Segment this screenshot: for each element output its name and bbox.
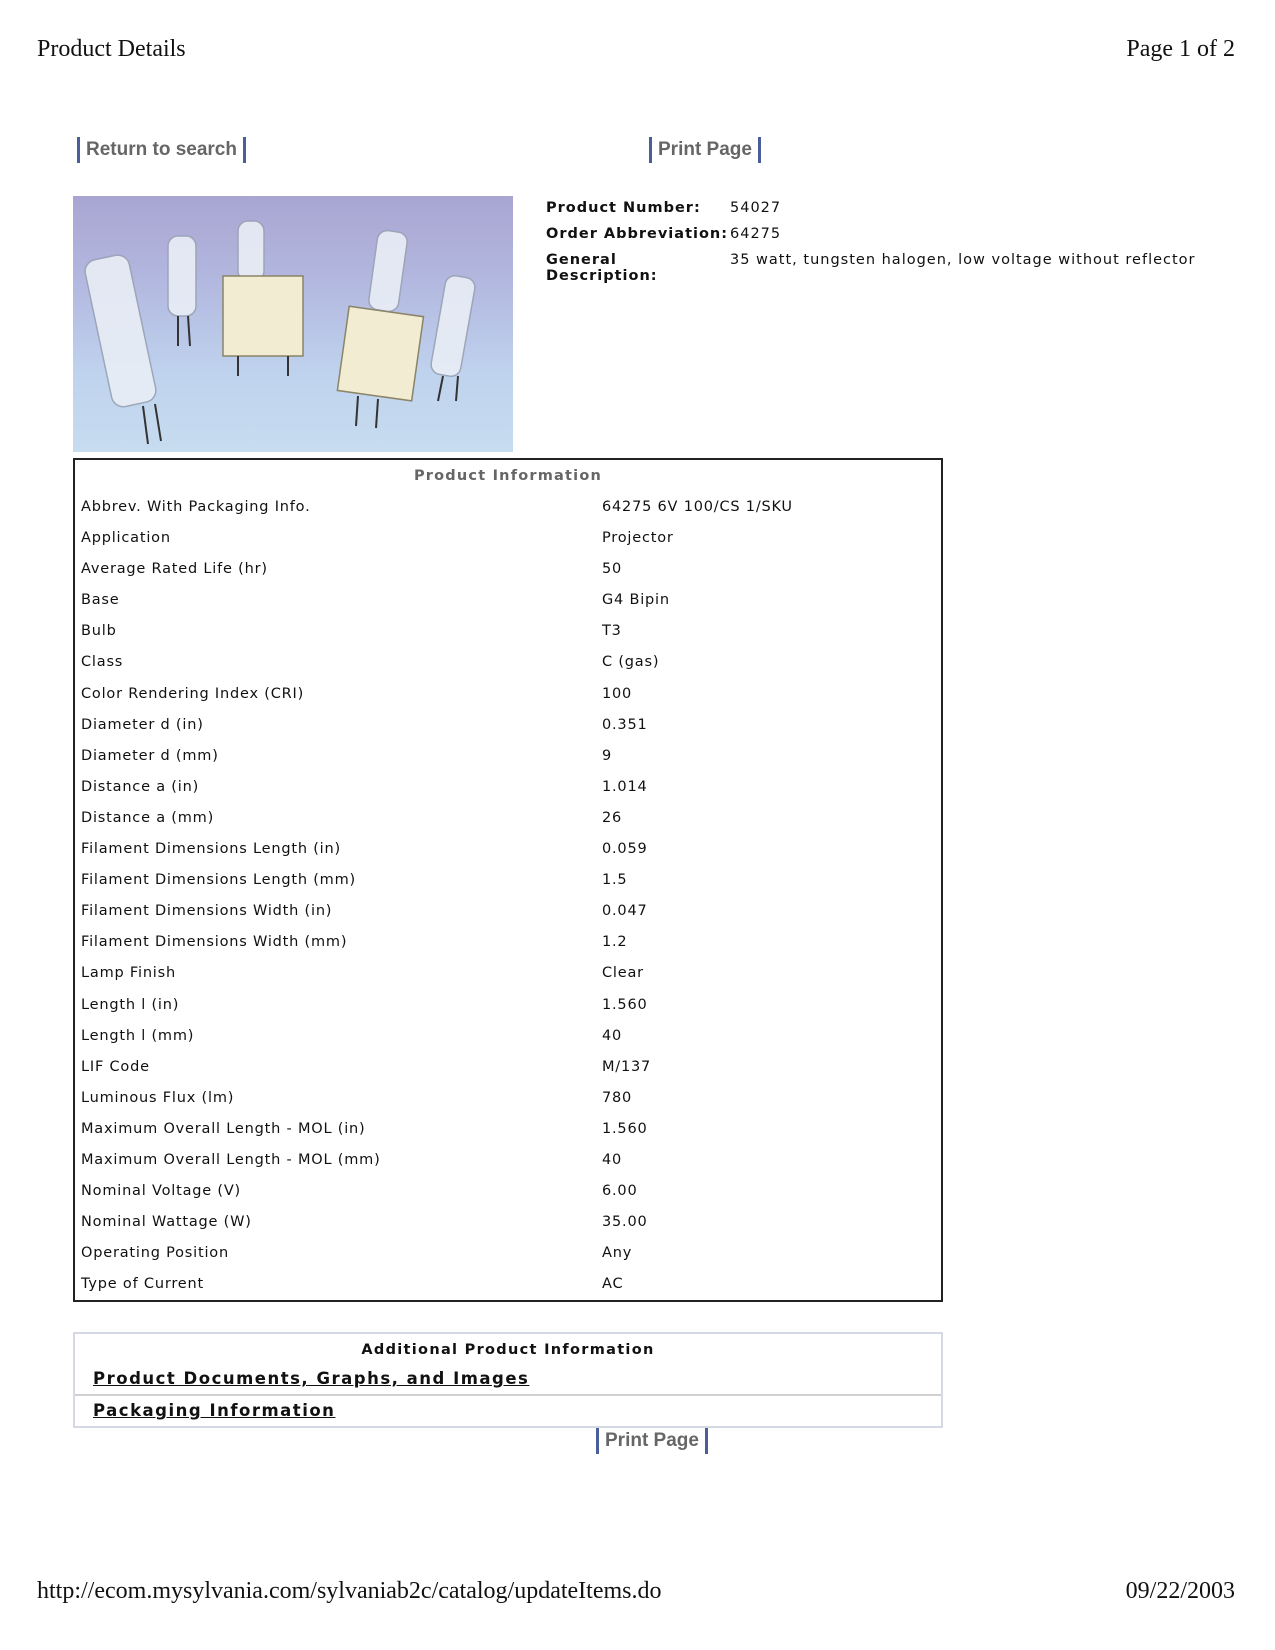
product-photo: [73, 196, 513, 452]
row-value: 35.00: [602, 1214, 648, 1231]
row-label: Distance a (mm): [81, 809, 215, 826]
row-value: 1.560: [602, 996, 648, 1013]
table-row: [75, 958, 941, 989]
row-label: Diameter d (in): [81, 716, 204, 733]
lamp-base: [337, 306, 423, 401]
row-value: C (gas): [602, 654, 660, 671]
row-value: 40: [602, 1027, 623, 1044]
field-label: Order Abbreviation:: [546, 226, 729, 242]
row-value: 780: [602, 1089, 633, 1106]
table-row: [75, 1114, 941, 1145]
table-row: [75, 616, 941, 647]
table-row: [75, 741, 941, 772]
order-abbreviation-row: [546, 226, 1196, 252]
lamp-shape: [368, 229, 409, 312]
table-row: [75, 1269, 941, 1300]
row-value: 1.560: [602, 1120, 648, 1137]
row-value: 6.00: [602, 1183, 638, 1200]
lamp-shape: [168, 236, 196, 316]
table-row: [75, 585, 941, 616]
table-row: [75, 896, 941, 927]
product-information-title: Product Information: [413, 468, 603, 484]
table-row: [75, 803, 941, 834]
row-value: 50: [602, 561, 623, 578]
row-label: Luminous Flux (lm): [81, 1089, 235, 1106]
row-label: Maximum Overall Length - MOL (mm): [81, 1151, 381, 1168]
row-value: 100: [602, 685, 633, 702]
product-summary: [546, 200, 1196, 284]
row-value: G4 Bipin: [602, 592, 670, 609]
row-label: Maximum Overall Length - MOL (in): [81, 1120, 366, 1137]
table-row: [75, 647, 941, 678]
row-label: Color Rendering Index (CRI): [81, 685, 305, 702]
row-value: 9: [602, 747, 613, 764]
general-description-value: 35 watt, tungsten halogen, low voltage without reflector: [730, 252, 1196, 268]
product-information-table: [73, 458, 943, 1302]
row-value: T3: [602, 623, 622, 640]
row-label: Diameter d (mm): [81, 747, 219, 764]
table-row: [75, 492, 941, 523]
page-number: Page 1 of 2: [1126, 36, 1235, 62]
halogen-lamps-illustration: [73, 196, 513, 452]
order-abbreviation-value: 64275: [730, 226, 782, 242]
row-value: 40: [602, 1151, 623, 1168]
row-value: 26: [602, 809, 623, 826]
row-value: Any: [602, 1245, 633, 1262]
lamp-shape: [83, 253, 158, 409]
row-label: Nominal Voltage (V): [81, 1183, 242, 1200]
table-row: [75, 772, 941, 803]
page-date: 09/22/2003: [1125, 1578, 1235, 1604]
print-page-button[interactable]: Print Page: [649, 137, 761, 163]
table-row: [75, 927, 941, 958]
table-row: [75, 1083, 941, 1114]
row-value: Projector: [602, 530, 674, 547]
table-row: [75, 1207, 941, 1238]
table-row: [75, 1145, 941, 1176]
row-label: Abbrev. With Packaging Info.: [81, 499, 311, 515]
table-row: [75, 1021, 941, 1052]
row-value: 1.5: [602, 872, 628, 889]
additional-info-title: Additional Product Information: [361, 1342, 655, 1358]
row-value: Clear: [602, 965, 644, 982]
return-to-search-button[interactable]: Return to search: [77, 137, 246, 163]
row-label: Type of Current: [81, 1276, 204, 1293]
row-label: Nominal Wattage (W): [81, 1214, 252, 1231]
row-value: 1.2: [602, 934, 628, 951]
lamp-shape: [430, 274, 477, 378]
general-description-row: [546, 252, 1196, 284]
page-header-title: Product Details: [37, 36, 186, 62]
row-value: 0.351: [602, 716, 648, 733]
row-label: Distance a (in): [81, 778, 200, 795]
row-value: 0.047: [602, 903, 648, 920]
table-row: [75, 523, 941, 554]
row-label: Filament Dimensions Length (in): [81, 841, 341, 858]
row-label: Base: [81, 592, 120, 609]
field-label: General Description:: [546, 252, 658, 284]
row-label: Filament Dimensions Width (in): [81, 903, 333, 920]
row-label: Length l (in): [81, 996, 180, 1013]
row-label: Operating Position: [81, 1245, 229, 1262]
row-value: 0.059: [602, 841, 648, 858]
row-label: Length l (mm): [81, 1027, 195, 1044]
packaging-information-link[interactable]: Packaging Information: [93, 1401, 336, 1420]
print-page-button-bottom[interactable]: Print Page: [596, 1428, 708, 1454]
product-number-value: 54027: [730, 200, 782, 216]
row-label: Average Rated Life (hr): [81, 561, 268, 578]
table-row: [75, 834, 941, 865]
row-label: LIF Code: [81, 1058, 150, 1075]
table-row: [75, 710, 941, 741]
table-row: [75, 554, 941, 585]
table-row: [75, 865, 941, 896]
table-row: [75, 990, 941, 1021]
row-label: Filament Dimensions Length (mm): [81, 872, 356, 889]
product-number-row: [546, 200, 1196, 226]
lamp-base: [223, 276, 303, 356]
row-label: Class: [81, 654, 124, 671]
row-value: M/137: [602, 1058, 652, 1075]
table-row: [75, 1052, 941, 1083]
row-label: Lamp Finish: [81, 965, 176, 982]
row-value: AC: [602, 1276, 624, 1293]
row-value: 64275 6V 100/CS 1/SKU: [602, 499, 793, 515]
table-row: [75, 679, 941, 710]
row-label: Bulb: [81, 623, 117, 640]
field-label: Product Number:: [546, 200, 701, 216]
row-label: Filament Dimensions Width (mm): [81, 934, 348, 951]
row-value: 1.014: [602, 778, 648, 795]
row-label: Application: [81, 530, 171, 547]
page-url: http://ecom.mysylvania.com/sylvaniab2c/catalog/updateItems.do: [37, 1578, 662, 1604]
additional-product-information: [73, 1332, 943, 1428]
table-row: [75, 1176, 941, 1207]
product-documents-link[interactable]: Product Documents, Graphs, and Images: [93, 1369, 530, 1388]
lamp-shape: [238, 221, 264, 281]
table-row: [75, 1238, 941, 1269]
